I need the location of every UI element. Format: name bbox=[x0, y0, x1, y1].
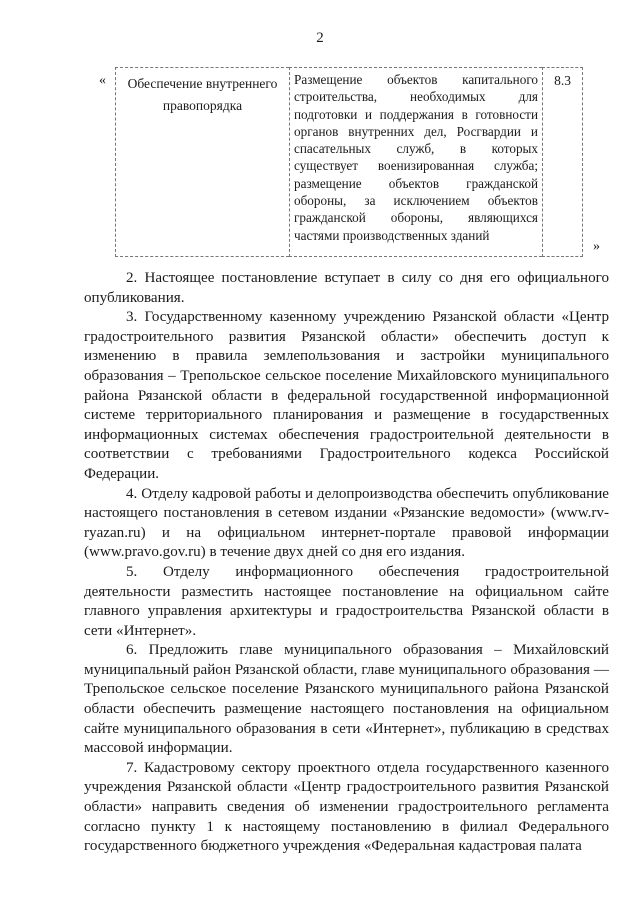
closing-quote-mark: » bbox=[593, 239, 600, 254]
use-type-description-cell: Размещение объектов капитального строительства, необходимых для подготовки и поддержания в готовности органов внутренних дел, Росгвардии и спасательных служб, в которых существует военизированная служба; размещение объектов гражданской обороны, за исключением объектов гражданской обороны, являющихся частями производственных зданий bbox=[289, 67, 542, 257]
use-type-code-cell: 8.3 bbox=[542, 67, 583, 257]
land-use-table bbox=[115, 67, 583, 257]
paragraph-2: 2. Настоящее постановление вступает в силу со дня его официального опубликования. bbox=[84, 270, 609, 306]
paragraph-7: 7. Кадастровому сектору проектного отдела государственного казенного учреждения Рязанской области «Центр градостроительного развития Рязанской области» направить сведения об изменении градостроительного регламента согласно пункту 1 к настоящему постановлению в филиал Федерального государственного бюджетного учреждения «Федеральная кадастровая палата bbox=[84, 759, 609, 855]
document-body bbox=[84, 269, 609, 857]
paragraph-5: 5. Отделу информационного обеспечения градостроительной деятельности разместить настоящее постановление на официальном сайте главного управления архитектуры и градостроительства Рязанской области в сети «Интернет». bbox=[84, 563, 609, 639]
paragraph-4: 4. Отделу кадровой работы и делопроизводства обеспечить опубликование настоящего постановления в сетевом издании «Рязанские ведомости» (www.rv-ryazan.ru) и на официальном интернет-портале правовой информации (www.pravo.gov.ru) в течение двух дней со дня его издания. bbox=[84, 485, 609, 561]
opening-quote-mark: « bbox=[99, 73, 106, 88]
paragraph-3: 3. Государственному казенному учреждению Рязанской области «Центр градостроительного развития Рязанской области» обеспечить доступ к изменению в правила землепользования и застройки муниципального образования – Трепольское сельское поселение Михайловского муниципального района Рязанской области в федеральной государственной информационной системе территориального планирования и размещение в государственных информационных системах обеспечения градостроительной деятельности в соответствии с требованиями Градостроительного кодекса Российской Федерации. bbox=[84, 309, 609, 482]
use-type-name-cell: Обеспечение внутреннего правопорядка bbox=[115, 67, 289, 257]
paragraph-6: 6. Предложить главе муниципального образования – Михайловский муниципальный район Рязанской области, главе муниципального образования — Трепольское сельское поселение Рязанского муниципального района Рязанской области обеспечить размещение настоящего постановления на официальном сайте муниципального образования в сети «Интернет», публикацию в средствах массовой информации. bbox=[84, 642, 609, 757]
page-number: 2 bbox=[316, 30, 324, 46]
